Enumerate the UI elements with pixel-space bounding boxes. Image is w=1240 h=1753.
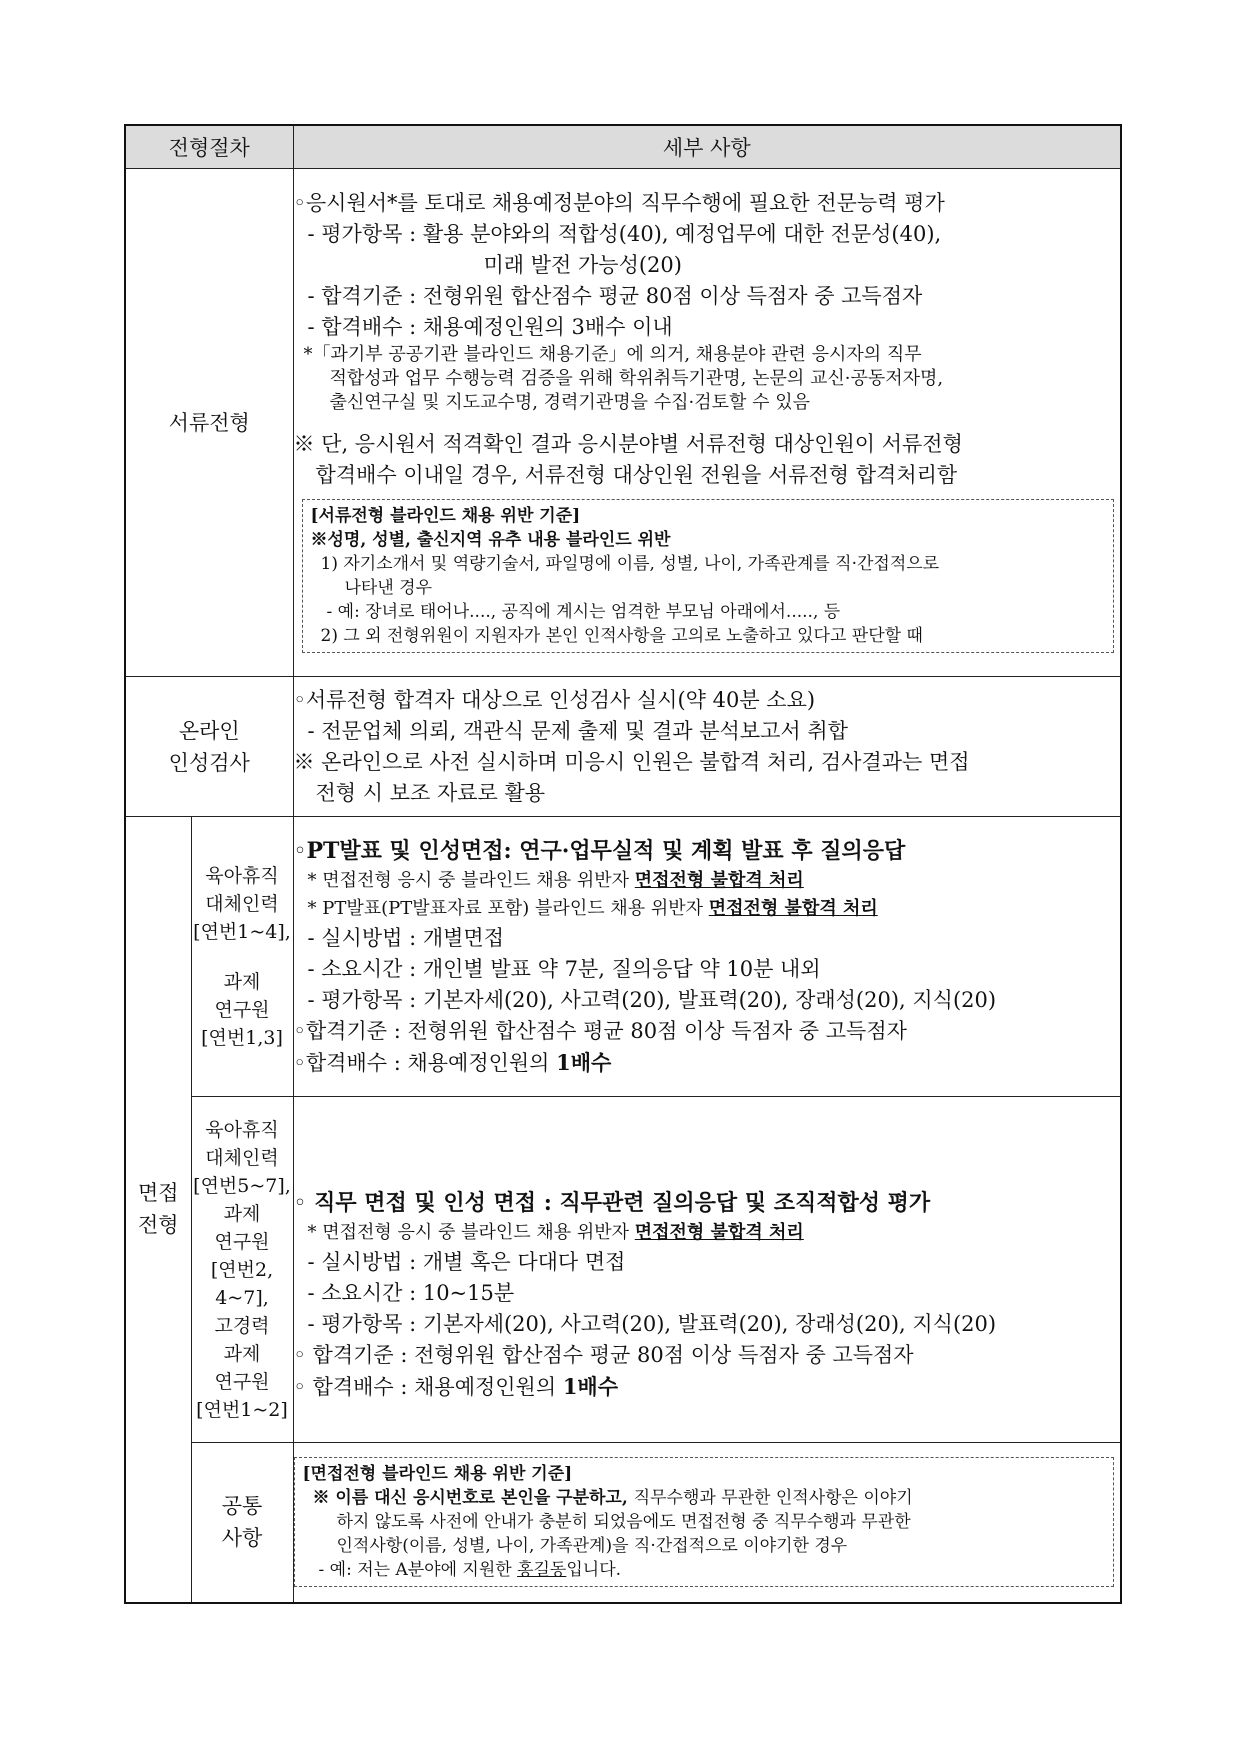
doc-box-subtitle: ※성명, 성별, 출신지역 유추 내용 블라인드 위반 bbox=[310, 530, 671, 550]
interview-label bbox=[125, 817, 191, 1603]
interview-group-1-row bbox=[125, 817, 1121, 1097]
interview-blind-violation-box bbox=[294, 1457, 1115, 1587]
common-example-end: 입니다. bbox=[566, 1560, 622, 1581]
g2-target-line: 고경력 bbox=[214, 1314, 270, 1337]
doc-blind-violation-box bbox=[302, 499, 1115, 653]
doc-note bbox=[294, 343, 1121, 415]
doc-note-1: *「과기부 공공기관 블라인드 채용기준」에 의거, 채용분야 관련 응시자의 직무 bbox=[303, 344, 922, 365]
header-details: 세부 사항 bbox=[293, 125, 1121, 169]
common-label-1: 공통 bbox=[221, 1494, 263, 1519]
doc-box-example: - 예: 장녀로 태어나...., 공직에 계시는 엄격한 부모님 아래에서....., 등 bbox=[326, 602, 841, 622]
g1-pass-multiple bbox=[294, 1047, 1121, 1079]
interview-group-2-target bbox=[191, 1097, 293, 1443]
doc-box-item-1-cont: 나타낸 경우 bbox=[344, 578, 433, 598]
g1-target-line: 연구원 bbox=[214, 998, 270, 1021]
interview-group-2-details bbox=[293, 1097, 1121, 1443]
g1-duration: - 소요시간 : 개인별 발표 약 7분, 질의응답 약 10분 내외 bbox=[307, 956, 821, 981]
g1-note-emphasis: 면접전형 불합격 처리 bbox=[708, 897, 878, 919]
online-line-4: 전형 시 보조 자료로 활용 bbox=[315, 780, 546, 805]
g1-blind-note-2 bbox=[294, 895, 1121, 923]
g1-blind-note-1 bbox=[294, 867, 1121, 895]
doc-note-3: 출신연구실 및 지도교수명, 경력기관명을 수집·검토할 수 있음 bbox=[329, 392, 810, 413]
doc-remark-2: 합격배수 이내일 경우, 서류전형 대상인원 전원을 서류전형 합격처리함 bbox=[315, 463, 958, 487]
g2-multiple-value: 1배수 bbox=[562, 1373, 618, 1399]
doc-note-2: 적합성과 업무 수행능력 검증을 위해 학위취득기관명, 논문의 교신·공동저자명, bbox=[329, 368, 944, 389]
g1-method: - 실시방법 : 개별면접 bbox=[307, 925, 504, 950]
g1-target-line: 대체인력 bbox=[205, 892, 279, 915]
interview-group-1-details bbox=[293, 817, 1121, 1097]
common-rule-bold: ※ 이름 대신 응시번호로 본인을 구분하고, bbox=[312, 1488, 634, 1509]
g1-eval-items: - 평가항목 : 기본자세(20), 사고력(20), 발표력(20), 장래성(20), 지식(20) bbox=[307, 987, 997, 1012]
g2-target-line: 과제 bbox=[223, 1202, 261, 1225]
g2-eval-items: - 평가항목 : 기본자세(20), 사고력(20), 발표력(20), 장래성(20), 지식(20) bbox=[307, 1311, 997, 1336]
g2-target-line: 연구원 bbox=[214, 1230, 270, 1253]
g2-target-line: [연번2, bbox=[210, 1258, 274, 1281]
interview-group-1-target bbox=[191, 817, 293, 1097]
online-line-3: ※ 온라인으로 사전 실시하며 미응시 인원은 불합격 처리, 검사결과는 면접 bbox=[293, 749, 970, 774]
common-box-example bbox=[303, 1558, 1106, 1582]
g1-note-text: * 면접전형 응시 중 블라인드 채용 위반자 bbox=[307, 869, 635, 891]
g1-target-line: [연번1,3] bbox=[201, 1026, 283, 1049]
g2-target-line: 육아휴직 bbox=[205, 1118, 279, 1141]
g2-method: - 실시방법 : 개별 혹은 다대다 면접 bbox=[307, 1249, 626, 1274]
g2-target-line: 과제 bbox=[223, 1342, 261, 1365]
g2-target-line: [연번5~7], bbox=[193, 1174, 291, 1197]
g1-title: ◦PT발표 및 인성면접: 연구·업무실적 및 계획 발표 후 질의응답 bbox=[293, 837, 906, 864]
common-rule-text: 직무수행과 무관한 인적사항은 이야기 bbox=[633, 1488, 913, 1509]
doc-pass-multiple: - 합격배수 : 채용예정인원의 3배수 이내 bbox=[307, 315, 673, 339]
doc-box-item-1: 1) 자기소개서 및 역량기술서, 파일명에 이름, 성별, 나이, 가족관계를 직·간접적으로 bbox=[320, 554, 940, 574]
interview-label-2: 전형 bbox=[137, 1213, 179, 1238]
header-procedure: 전형절차 bbox=[125, 125, 293, 169]
common-box-rule-2: 하지 않도록 사전에 안내가 충분히 되었음에도 면접전형 중 직무수행과 무관한 bbox=[336, 1512, 911, 1533]
doc-remark-1: ※ 단, 응시원서 적격확인 결과 응시분야별 서류전형 대상인원이 서류전형 bbox=[293, 432, 963, 456]
document-screening-row bbox=[125, 169, 1121, 677]
g1-multiple-value: 1배수 bbox=[556, 1049, 612, 1075]
g2-target-line: 4~7], bbox=[215, 1286, 269, 1309]
common-box-rule-1 bbox=[303, 1486, 1106, 1510]
common-box-title: [면접전형 블라인드 채용 위반 기준] bbox=[302, 1464, 573, 1485]
doc-eval-items-cont: 미래 발전 가능성(20) bbox=[483, 253, 682, 277]
interview-common-row bbox=[125, 1443, 1121, 1603]
online-line-2: - 전문업체 의뢰, 객관식 문제 출제 및 결과 분석보고서 취합 bbox=[307, 718, 848, 743]
g2-pass-criteria: ◦ 합격기준 : 전형위원 합산점수 평균 80점 이상 득점자 중 고득점자 bbox=[293, 1342, 914, 1367]
g1-target-line: [연번1~4], bbox=[193, 920, 291, 943]
common-details bbox=[293, 1443, 1121, 1603]
selection-procedure-table bbox=[124, 124, 1122, 1604]
doc-eval-items: - 평가항목 : 활용 분야와의 적합성(40), 예정업무에 대한 전문성(40), bbox=[307, 222, 942, 246]
doc-line-1: ◦응시원서*를 토대로 채용예정분야의 직무수행에 필요한 전문능력 평가 bbox=[293, 191, 945, 215]
document-screening-label: 서류전형 bbox=[125, 169, 293, 677]
document-screening-details bbox=[293, 169, 1121, 677]
g2-target-line: 연구원 bbox=[214, 1370, 270, 1393]
interview-group-2-row bbox=[125, 1097, 1121, 1443]
doc-pass-criteria: - 합격기준 : 전형위원 합산점수 평균 80점 이상 득점자 중 고득점자 bbox=[307, 284, 923, 308]
g1-target-line: 과제 bbox=[223, 970, 261, 993]
g1-multiple-text: ◦합격배수 : 채용예정인원의 bbox=[293, 1050, 557, 1075]
g2-multiple-text: ◦ 합격배수 : 채용예정인원의 bbox=[293, 1374, 563, 1399]
g2-note-text: * 면접전형 응시 중 블라인드 채용 위반자 bbox=[307, 1221, 635, 1243]
common-example-text: - 예: 저는 A분야에 지원한 bbox=[318, 1560, 518, 1581]
online-line-1: ◦서류전형 합격자 대상으로 인성검사 실시(약 40분 소요) bbox=[293, 687, 816, 712]
common-label bbox=[191, 1443, 293, 1603]
g2-title: ◦ 직무 면접 및 인성 면접 : 직무관련 질의응답 및 조직적합성 평가 bbox=[293, 1189, 931, 1216]
common-example-name: 홍길동 bbox=[517, 1560, 567, 1581]
online-label-1: 온라인 bbox=[178, 718, 240, 743]
g2-note-emphasis: 면접전형 불합격 처리 bbox=[634, 1221, 804, 1243]
interview-label-1: 면접 bbox=[137, 1181, 179, 1206]
g1-note-text: * PT발표(PT발표자료 포함) 블라인드 채용 위반자 bbox=[307, 897, 709, 919]
common-box-rule-3: 인적사항(이름, 성별, 나이, 가족관계)을 직·간접적으로 이야기한 경우 bbox=[336, 1536, 848, 1557]
online-test-details bbox=[293, 677, 1121, 817]
common-label-2: 사항 bbox=[221, 1526, 263, 1551]
g2-target-line: [연번1~2] bbox=[196, 1398, 288, 1421]
online-test-row bbox=[125, 677, 1121, 817]
g2-pass-multiple bbox=[294, 1371, 1121, 1403]
g1-target-line: 육아휴직 bbox=[205, 864, 279, 887]
doc-box-title: [서류전형 블라인드 채용 위반 기준] bbox=[310, 506, 581, 526]
online-test-label bbox=[125, 677, 293, 817]
g2-blind-note bbox=[294, 1219, 1121, 1247]
g1-note-emphasis: 면접전형 불합격 처리 bbox=[634, 869, 804, 891]
online-label-2: 인성검사 bbox=[168, 750, 250, 775]
g2-duration: - 소요시간 : 10~15분 bbox=[307, 1280, 515, 1305]
g2-target-line: 대체인력 bbox=[205, 1146, 279, 1169]
g1-pass-criteria: ◦합격기준 : 전형위원 합산점수 평균 80점 이상 득점자 중 고득점자 bbox=[293, 1018, 907, 1043]
doc-box-item-2: 2) 그 외 전형위원이 지원자가 본인 인적사항을 고의로 노출하고 있다고 판단할 때 bbox=[320, 626, 923, 646]
